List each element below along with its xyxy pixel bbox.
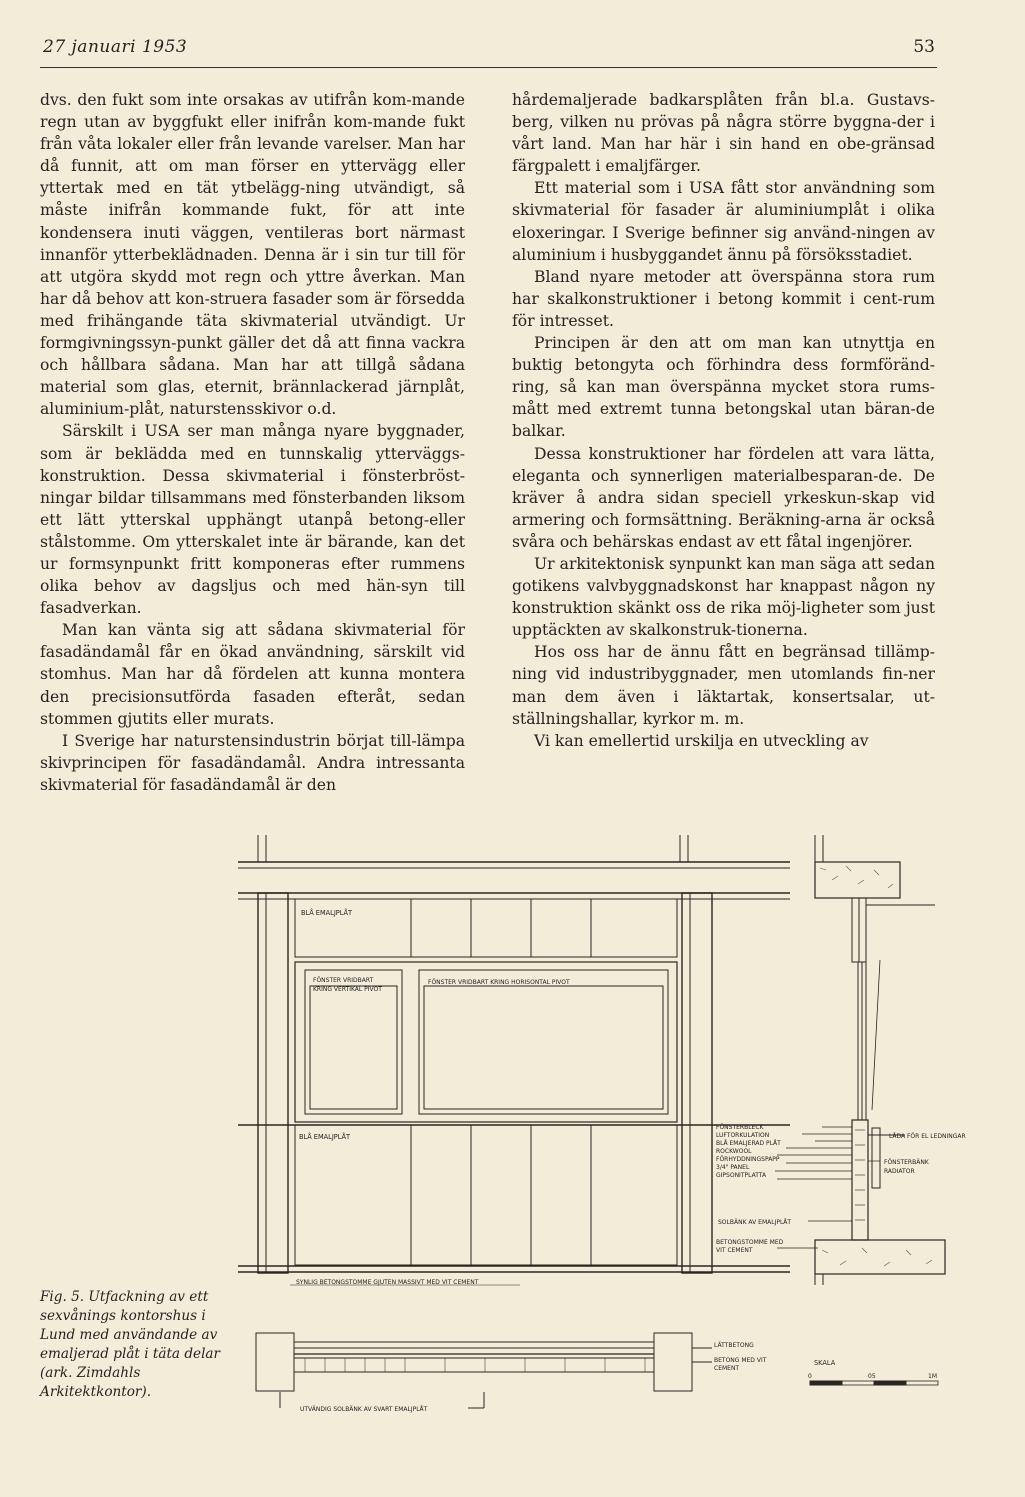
scale-tick-1m: 1M [928, 1373, 937, 1380]
label-bla-upper: BLÅ EMALJPLÅT [301, 909, 352, 917]
label-window-vertical-1: FÖNSTER VRIDBART [313, 977, 374, 984]
label-window-horizontal: FÖNSTER VRIDBART KRING HORISONTAL PIVOT [428, 979, 570, 986]
label-gips: GIPSONITPLATTA [716, 1172, 767, 1179]
paragraph: Ur arkitektonisk synpunkt kan man säga att sedan gotikens valvbyggnadskonst har knappast någon ny konstruktion skänkt oss de rika möj-ligheter som just upptäckten av skalkonstruk-tionerna. [512, 554, 935, 640]
page-number: 53 [913, 37, 935, 57]
label-synlig: SYNLIG BETONGSTOMME GJUTEN MASSIVT MED VIT CEMENT [296, 1279, 479, 1286]
label-fornyd: FÖRHYDDNINGSPAPP [716, 1156, 780, 1163]
label-luftor: LUFTORKULATION [716, 1132, 770, 1139]
facade-elevation [238, 835, 790, 1273]
label-window-vertical-2: KRING VERTIKAL PIVOT [313, 986, 382, 993]
label-rockwool: ROCKWOOL [716, 1148, 752, 1155]
label-panel: 3/4" PANEL [716, 1164, 750, 1171]
paragraph: Dessa konstruktioner har fördelen att vara lätta, eleganta och synnerligen materialbesparan-de. De kräver å andra sidan speciell yrkeskun-skap vid armering och formsättning. Beräkning-arna är också svåra och behärskas endast av ett fåtal ingenjörer. [512, 444, 935, 551]
figure-caption: Fig. 5. Utfackning av ett sexvånings kontorshus i Lund med användande av emaljerad plåt i täta delar (ark. Zimdahls Arkitektkontor). [40, 1289, 221, 1400]
label-betong-vit-2: CEMENT [714, 1365, 740, 1372]
label-utvandig: UTVÄNDIG SOLBÄNK AV SVART EMALJPLÅT [300, 1406, 428, 1413]
paragraph: dvs. den fukt som inte orsakas av utifrån kom-mande regn utan av byggfukt eller inifrån kom-mande fukt från våta lokaler eller från levande varelser. Man har då funnit, att om man förser en yttervägg eller yttertak med en tät ytbelägg-ning utvändigt, så måste inifrån kommande fukt, för att inte kondensera inuti väggen, ventileras bort närmast innanför ytterbeklädnaden. Denna är i sin tur till för att utgöra skydd mot regn och yttre åverkan. Man har då behov att kon-struera fasader som är försedda med frihängande täta skivmaterial utvändigt. Ur formgivningssyn-punkt gäller det då att finna vackra och hållbara sådana. Man har att tillgå sådana material som glas, eternit, brännlackerad järnplåt, aluminium-plåt, naturstensskivor o.d. [40, 91, 465, 419]
paragraph: Vi kan emellertid urskilja en utveckling av [534, 731, 869, 750]
wall-section [775, 835, 945, 1285]
paragraph: Ett material som i USA fått stor användning som skivmaterial för fasader är aluminiumplåt i olika eloxeringar. I Sverige befinner sig använd-ningen av aluminium i husbyggandet ännu på försöksstadiet. [512, 179, 935, 264]
label-lada: LÅDA FÖR EL LEDNINGAR [889, 1133, 966, 1140]
label-fonsterbleck: FÖNSTERBLECK [716, 1124, 764, 1131]
label-radiator: RADIATOR [884, 1168, 915, 1175]
label-lattbetong: LÄTTBETONG [714, 1342, 754, 1349]
plan-section [256, 1285, 712, 1408]
label-fonsterbank: FÖNSTERBÄNK [884, 1159, 929, 1166]
label-bla-emal: BLÅ EMALJERAD PLÅT [716, 1140, 781, 1147]
running-date: 27 januari 1953 [43, 37, 188, 57]
scale-tick-05: 05 [868, 1373, 876, 1380]
paragraph: Hos oss har de ännu fått en begränsad tillämp-ning vid industribyggnader, men utomlands fin-ner man dem även i läktartak, konsertsalar, ut-ställningshallar, kyrkor m. m. [512, 643, 935, 728]
paragraph: I Sverige har naturstensindustrin börjat till-lämpa skivprincipen för fasadändamål. Andra intressanta skivmaterial för fasadändamål är den [40, 731, 465, 794]
paragraph: hårdemaljerade badkarsplåten från bl.a. Gustavs-berg, vilken nu prövas på några större byggna-der i vårt land. Man har här i sin hand en obe-gränsad färgpalett i emaljfärger. [512, 91, 935, 176]
label-solbank: SOLBÄNK AV EMALJPLÅT [718, 1219, 792, 1226]
label-betongstomme-1: BETONGSTOMME MED [716, 1239, 784, 1246]
paragraph: Principen är den att om man kan utnyttja en buktig betongyta och förhindra dess formföränd-ring, så kan man överspänna mycket stora rums-mått med extremt tunna betongskal utan bäran-de balkar. [512, 334, 935, 441]
paragraph: Särskilt i USA ser man många nyare byggnader, som är beklädda med en tunnskalig ytterväggs-konstruktion. Dessa skivmaterial i fönsterbröst-ningar bildar tillsammans med fönsterbanden liksom ett lätt ytterskal upphängt utanpå betong-eller stålstomme. Om ytterskalet inte är bärande, kan det ur formsynpunkt fritt komponeras efter rummens olika behov av dagsljus och med hän-syn till fasadverkan. [40, 422, 465, 618]
label-bla-lower: BLÅ EMALJPLÅT [299, 1133, 350, 1141]
paragraph: Bland nyare metoder att överspänna stora rum har skalkonstruktioner i betong kommit i cent-rum för intresset. [512, 267, 935, 330]
scale-tick-0: 0 [808, 1373, 812, 1380]
label-betong-vit-1: BETONG MED VIT [714, 1357, 767, 1364]
scale-bar [810, 1381, 938, 1385]
paragraph: Man kan vänta sig att sådana skivmaterial för fasadändamål får en ökad användning, särskilt vid stomhus. Man har då fördelen att kunna montera den precisionsutförda fasaden efteråt, sedan stommen gjutits eller murats. [40, 621, 465, 728]
label-betongstomme-2: VIT CEMENT [716, 1247, 753, 1254]
scale-label: SKALA [814, 1359, 836, 1367]
